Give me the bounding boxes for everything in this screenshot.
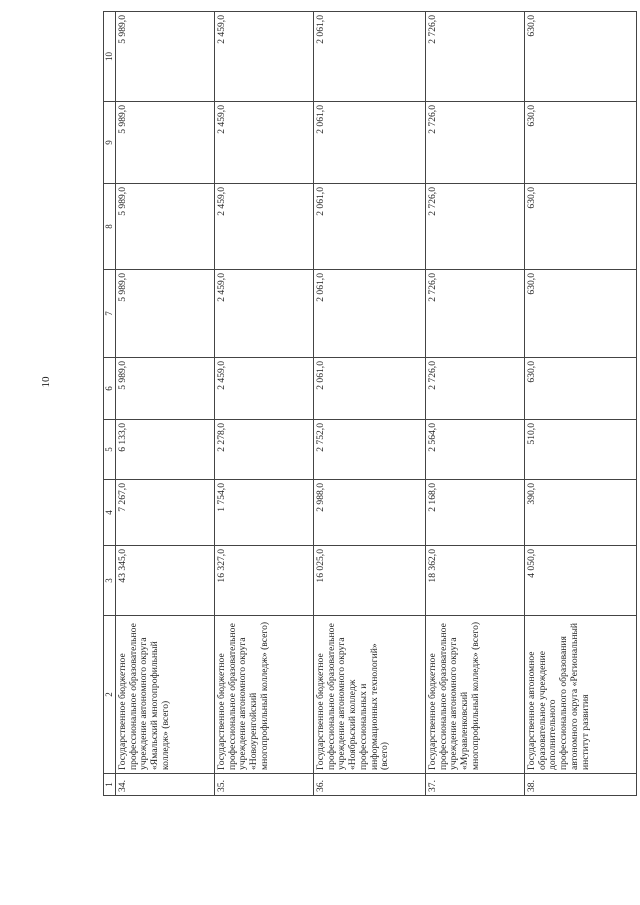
value-cell: 630,0: [525, 358, 637, 420]
column-number: 7: [104, 270, 116, 358]
value-cell: 2 459,0: [215, 184, 314, 270]
value-cell: 18 362,0: [426, 546, 525, 616]
value-cell: 2 061,0: [314, 270, 426, 358]
value-cell: 2 459,0: [215, 12, 314, 102]
institution-name: Государственное бюджетное профессиональное образовательное учреждение автономного округа «Новоуренгойский многопрофильный колледж» (всего): [215, 616, 314, 774]
value-cell: 16 327,0: [215, 546, 314, 616]
row-index: 34.: [116, 774, 215, 796]
column-number: 4: [104, 480, 116, 546]
column-number: 6: [104, 358, 116, 420]
page-number: 10: [40, 376, 52, 388]
table-row: [116, 12, 215, 796]
value-cell: 2 726,0: [426, 102, 525, 184]
value-cell: 2 726,0: [426, 12, 525, 102]
budget-table: [103, 11, 637, 796]
value-cell: 630,0: [525, 102, 637, 184]
value-cell: 630,0: [525, 184, 637, 270]
value-cell: 2 168,0: [426, 480, 525, 546]
column-number-row: [104, 12, 116, 796]
value-cell: 1 754,0: [215, 480, 314, 546]
value-cell: 630,0: [525, 12, 637, 102]
value-cell: 5 989,0: [116, 270, 215, 358]
value-cell: 510,0: [525, 420, 637, 480]
value-cell: 630,0: [525, 270, 637, 358]
row-index: 37.: [426, 774, 525, 796]
table-container: [103, 12, 618, 796]
value-cell: 2 061,0: [314, 358, 426, 420]
institution-name: Государственное бюджетное профессиональное образовательное учреждение автономного округа «Муравленковский многопрофильный колледж» (всего): [426, 616, 525, 774]
value-cell: 5 989,0: [116, 12, 215, 102]
value-cell: 2 061,0: [314, 102, 426, 184]
row-index: 35.: [215, 774, 314, 796]
column-number: 3: [104, 546, 116, 616]
column-number: 1: [104, 774, 116, 796]
value-cell: 5 989,0: [116, 358, 215, 420]
table-row: [314, 12, 426, 796]
value-cell: 2 061,0: [314, 12, 426, 102]
column-number: 2: [104, 616, 116, 774]
institution-name: Государственное автономное образовательное учреждение дополнительного профессионального образования автономного округа «Региональный институт развития: [525, 616, 637, 774]
value-cell: 2 726,0: [426, 270, 525, 358]
value-cell: 2 988,0: [314, 480, 426, 546]
value-cell: 2 061,0: [314, 184, 426, 270]
institution-name: Государственное бюджетное профессиональное образовательное учреждение автономного округа «Ямальский многопрофильный колледж» (всего): [116, 616, 215, 774]
row-index: 36.: [314, 774, 426, 796]
table-row: [525, 12, 637, 796]
value-cell: 390,0: [525, 480, 637, 546]
value-cell: 2 278,0: [215, 420, 314, 480]
value-cell: 2 752,0: [314, 420, 426, 480]
column-number: 10: [104, 12, 116, 102]
value-cell: 2 564,0: [426, 420, 525, 480]
column-number: 5: [104, 420, 116, 480]
value-cell: 2 726,0: [426, 184, 525, 270]
value-cell: 6 133,0: [116, 420, 215, 480]
value-cell: 43 345,0: [116, 546, 215, 616]
column-number: 9: [104, 102, 116, 184]
value-cell: 5 989,0: [116, 184, 215, 270]
value-cell: 2 726,0: [426, 358, 525, 420]
value-cell: 5 989,0: [116, 102, 215, 184]
row-index: 38.: [525, 774, 637, 796]
value-cell: 2 459,0: [215, 358, 314, 420]
value-cell: 2 459,0: [215, 102, 314, 184]
table-row: [426, 12, 525, 796]
value-cell: 4 050,0: [525, 546, 637, 616]
table-row: [215, 12, 314, 796]
institution-name: Государственное бюджетное профессиональное образовательное учреждение автономного округа «Ноябрьский колледж профессиональных и информационных технологий» (всего): [314, 616, 426, 774]
value-cell: 16 025,0: [314, 546, 426, 616]
column-number: 8: [104, 184, 116, 270]
value-cell: 7 267,0: [116, 480, 215, 546]
value-cell: 2 459,0: [215, 270, 314, 358]
